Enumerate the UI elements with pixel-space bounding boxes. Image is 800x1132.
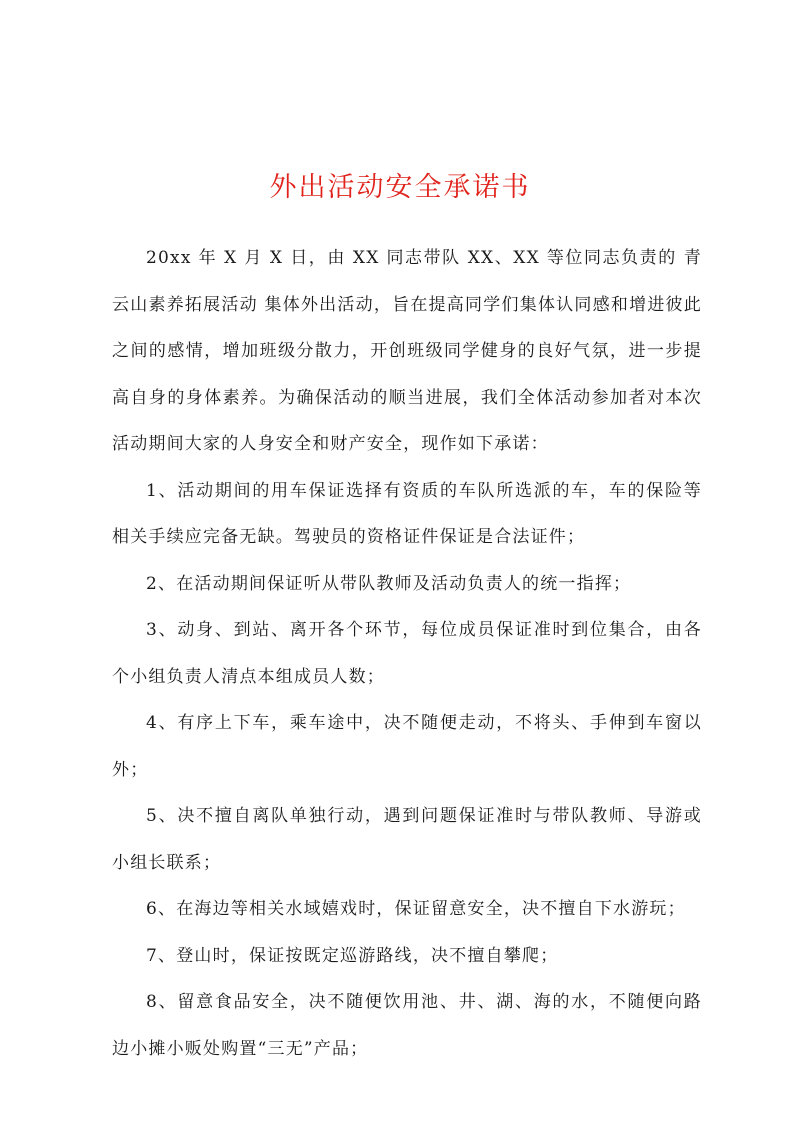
paragraph-intro: 20xx 年 X 月 X 日，由 XX 同志带队 XX、XX 等位同志负责的 青云山素养拓展活动 集体外出活动，旨在提高同学们集体认同感和增进彼此之间的感情，增加班级分散力，开创班级同学健身的良好气氛，进一步提高自身的身体素养。为确保活动的顺当进展，我们全体活动参加者对本次活动期间大家的人身安全和财产安全，现作如下承诺： [112, 248, 702, 454]
paragraph-item-2: 2、在活动期间保证听从带队教师及活动负责人的统一指挥； [146, 573, 632, 594]
paragraph-item-5: 5、决不擅自离队单独行动，遇到问题保证准时与带队教师、导游或小组长联系； [112, 806, 702, 873]
paragraph-item-6: 6、在海边等相关水域嬉戏时，保证留意安全，决不擅自下水游玩； [146, 899, 686, 919]
paragraph-item-1: 1、活动期间的用车保证选择有资质的车队所选派的车，车的保险等相关手续应完备无缺。驾驶员的资格证件保证是合法证件； [112, 480, 702, 547]
paragraph-item-4: 4、有序上下车，乘车途中，决不随便走动，不将头、手伸到车窗以外； [112, 713, 702, 780]
paragraph-item-8: 8、留意食品安全，决不随便饮用池、井、湖、海的水，不随便向路边小摊小贩处购置“三无”产品； [112, 992, 702, 1059]
document-body [112, 235, 702, 1072]
paragraph-item-3: 3、动身、到站、离开各个环节，每位成员保证准时到位集合，由各个小组负责人清点本组成员人数； [112, 620, 702, 687]
paragraph-item-7: 7、登山时，保证按既定巡游路线，决不擅自攀爬； [146, 945, 559, 966]
document-title: 外出活动安全承诺书 [269, 172, 531, 203]
